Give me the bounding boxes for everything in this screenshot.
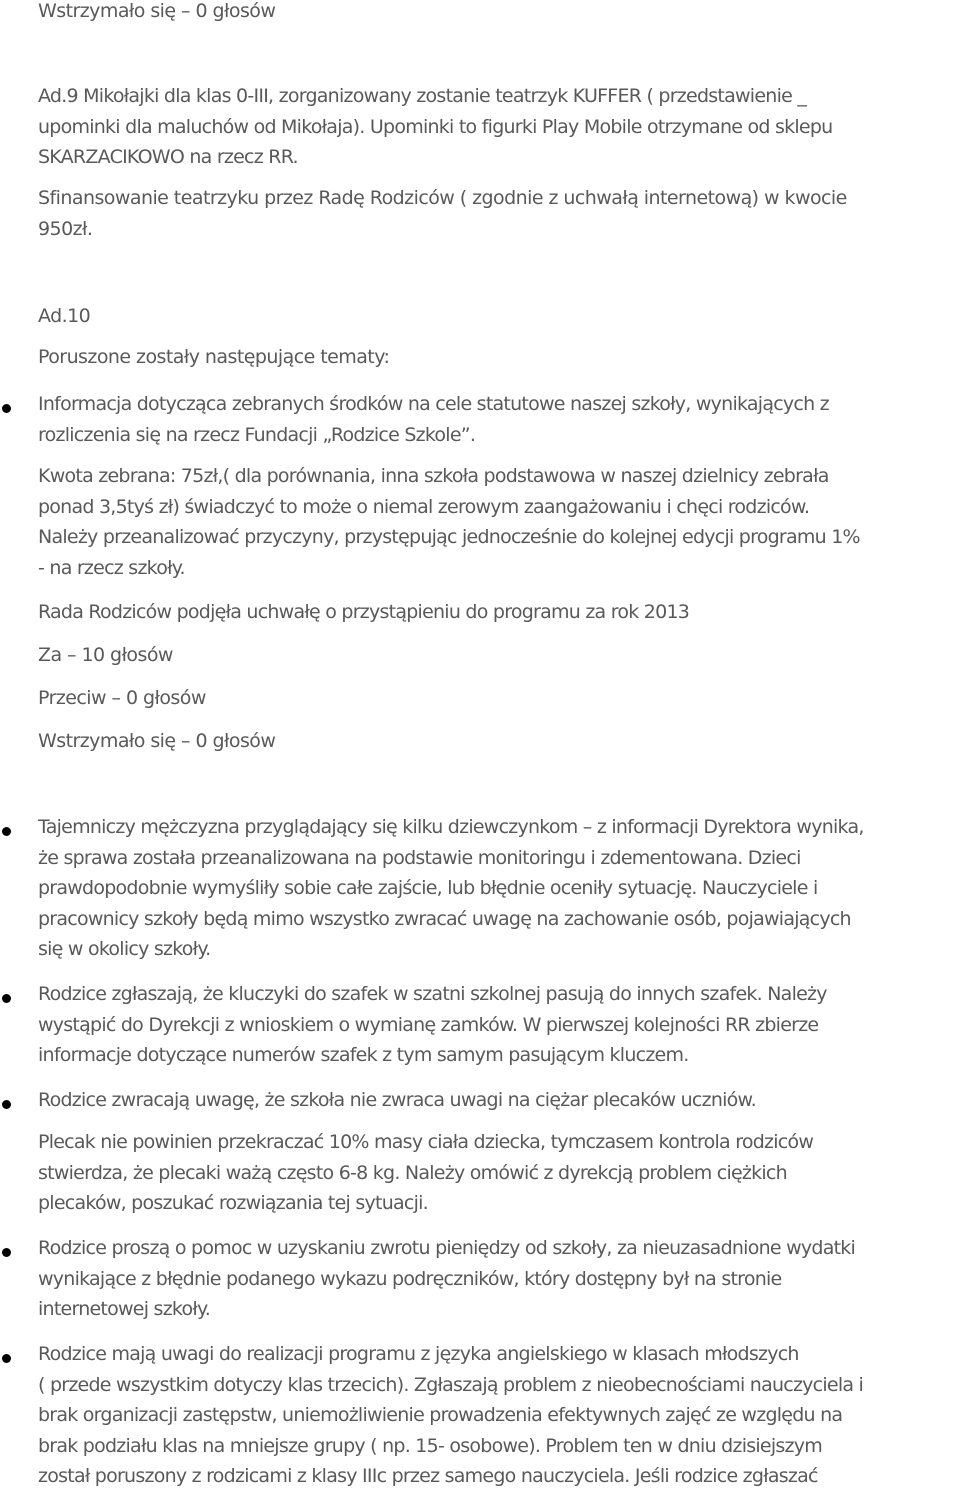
list-item-line: że sprawa została przeanalizowana na podstawie monitoringu i zdementowana. Dzieci [38, 846, 801, 869]
ad10-intro: Poruszone zostały następujące tematy: [38, 346, 390, 368]
list-item-line: prawdopodobnie wymyśliły sobie całe zajście, lub błędnie oceniły sytuację. Nauczyciele i [38, 877, 818, 899]
list-item-line: brak organizacji zastępstw, uniemożliwienie prowadzenia efektywnych zajęć ze względu na [38, 1404, 843, 1426]
list-item-4: Rodzice zwracają uwagę, że szkoła nie zwraca uwagi na ciężar plecaków uczniów. [38, 1089, 756, 1111]
vote-abstain: Wstrzymało się – 0 głosów [38, 730, 276, 752]
ad9-line: SKARZACIKOWO na rzecz RR. [38, 146, 298, 168]
bullet-icon [2, 1354, 11, 1363]
list-item-1-details [38, 461, 956, 583]
list-item-line: informacje dotyczące numerów szafek z tym samym pasującym kluczem. [38, 1044, 689, 1066]
resolution-line: Rada Rodziców podjęła uchwałę o przystąpieniu do programu za rok 2013 [38, 601, 690, 623]
detail-line: Plecak nie powinien przekraczać 10% masy ciała dziecka, tymczasem kontrola rodziców [38, 1131, 814, 1153]
detail-line: stwierdza, że plecaki ważą często 6-8 kg. Należy omówić z dyrekcją problem ciężkich [38, 1161, 787, 1184]
ad9-funding-paragraph [38, 183, 956, 244]
ad9-line: upominki dla maluchów od Mikołaja). Upominki to figurki Play Mobile otrzymane od sklepu [38, 115, 833, 138]
bullet-icon [2, 994, 11, 1003]
list-item-5 [38, 1233, 956, 1325]
list-item-3 [38, 979, 956, 1071]
ad10-heading: Ad.10 [38, 305, 91, 327]
list-item-2 [38, 812, 956, 965]
detail-line: ponad 3,5tyś zł) świadczyć to może o niemal zerowym zaangażowaniu i chęci rodziców. [38, 495, 810, 518]
list-item-line: wynikające z błędnie podanego wykazu podręczników, który dostępny był na stronie [38, 1267, 782, 1290]
list-item-line: internetowej szkoły. [38, 1298, 211, 1320]
vote-against: Przeciw – 0 głosów [38, 687, 206, 709]
list-item-line: rozliczenia się na rzecz Fundacji „Rodzice Szkole”. [38, 423, 476, 446]
list-item-line: się w okolicy szkoły. [38, 938, 211, 960]
list-item-line: pracownicy szkoły będą mimo wszystko zwracać uwagę na zachowanie osób, pojawiających [38, 907, 851, 930]
ad9-line: Ad.9 Mikołajki dla klas 0-III, zorganizowany zostanie teatrzyk KUFFER ( przedstawienie _ [38, 85, 807, 107]
list-item-line: ( przede wszystkim dotyczy klas trzecich). Zgłaszają problem z nieobecnościami nauczyciela i [38, 1373, 864, 1396]
detail-line: Kwota zebrana: 75zł,( dla porównania, inna szkoła podstawowa w naszej dzielnicy zebrała [38, 465, 829, 487]
list-item-line: Rodzice mają uwagi do realizacji programu z języka angielskiego w klasach młodszych [38, 1343, 799, 1365]
list-item-line: Rodzice proszą o pomoc w uzyskaniu zwrotu pieniędzy od szkoły, za nieuzasadnione wydatki [38, 1237, 856, 1259]
bullet-icon [2, 1100, 11, 1109]
list-item-line: Tajemniczy mężczyzna przyglądający się kilku dziewczynkom – z informacji Dyrektora wynika, [38, 816, 864, 838]
list-item-line: Informacja dotycząca zebranych środków na cele statutowe naszej szkoły, wynikających z [38, 393, 829, 415]
bullet-icon [2, 404, 11, 413]
bullet-icon [2, 827, 11, 836]
list-item-line: wystąpić do Dyrekcji z wnioskiem o wymianę zamków. W pierwszej kolejności RR zbierze [38, 1013, 819, 1036]
ad9-paragraph [38, 81, 956, 173]
list-item-6 [38, 1339, 956, 1492]
vote-for: Za – 10 głosów [38, 644, 173, 666]
detail-line: - na rzecz szkoły. [38, 556, 185, 579]
detail-line: plecaków, poszukać rozwiązania tej sytuacji. [38, 1192, 428, 1214]
top-vote-line: Wstrzymało się – 0 głosów [38, 0, 276, 22]
list-item-line: brak podziału klas na mniejsze grupy ( np. 15- osobowe). Problem ten w dniu dzisiejszym [38, 1434, 822, 1457]
list-item-line: został poruszony z rodzicami z klasy IIIc przez samego nauczyciela. Jeśli rodzice zgłaszać [38, 1465, 818, 1487]
list-item-1 [38, 389, 956, 450]
list-item-line: Rodzice zgłaszają, że kluczyki do szafek w szatni szkolnej pasują do innych szafek. Należy [38, 983, 827, 1005]
list-item-4-details [38, 1127, 956, 1219]
ad9-funding-line: 950zł. [38, 217, 93, 240]
ad9-funding-line: Sfinansowanie teatrzyku przez Radę Rodziców ( zgodnie z uchwałą internetową) w kwocie [38, 187, 847, 209]
bullet-icon [2, 1248, 11, 1257]
detail-line: Należy przeanalizować przyczyny, przystępując jednocześnie do kolejnej edycji programu 1% [38, 526, 860, 548]
